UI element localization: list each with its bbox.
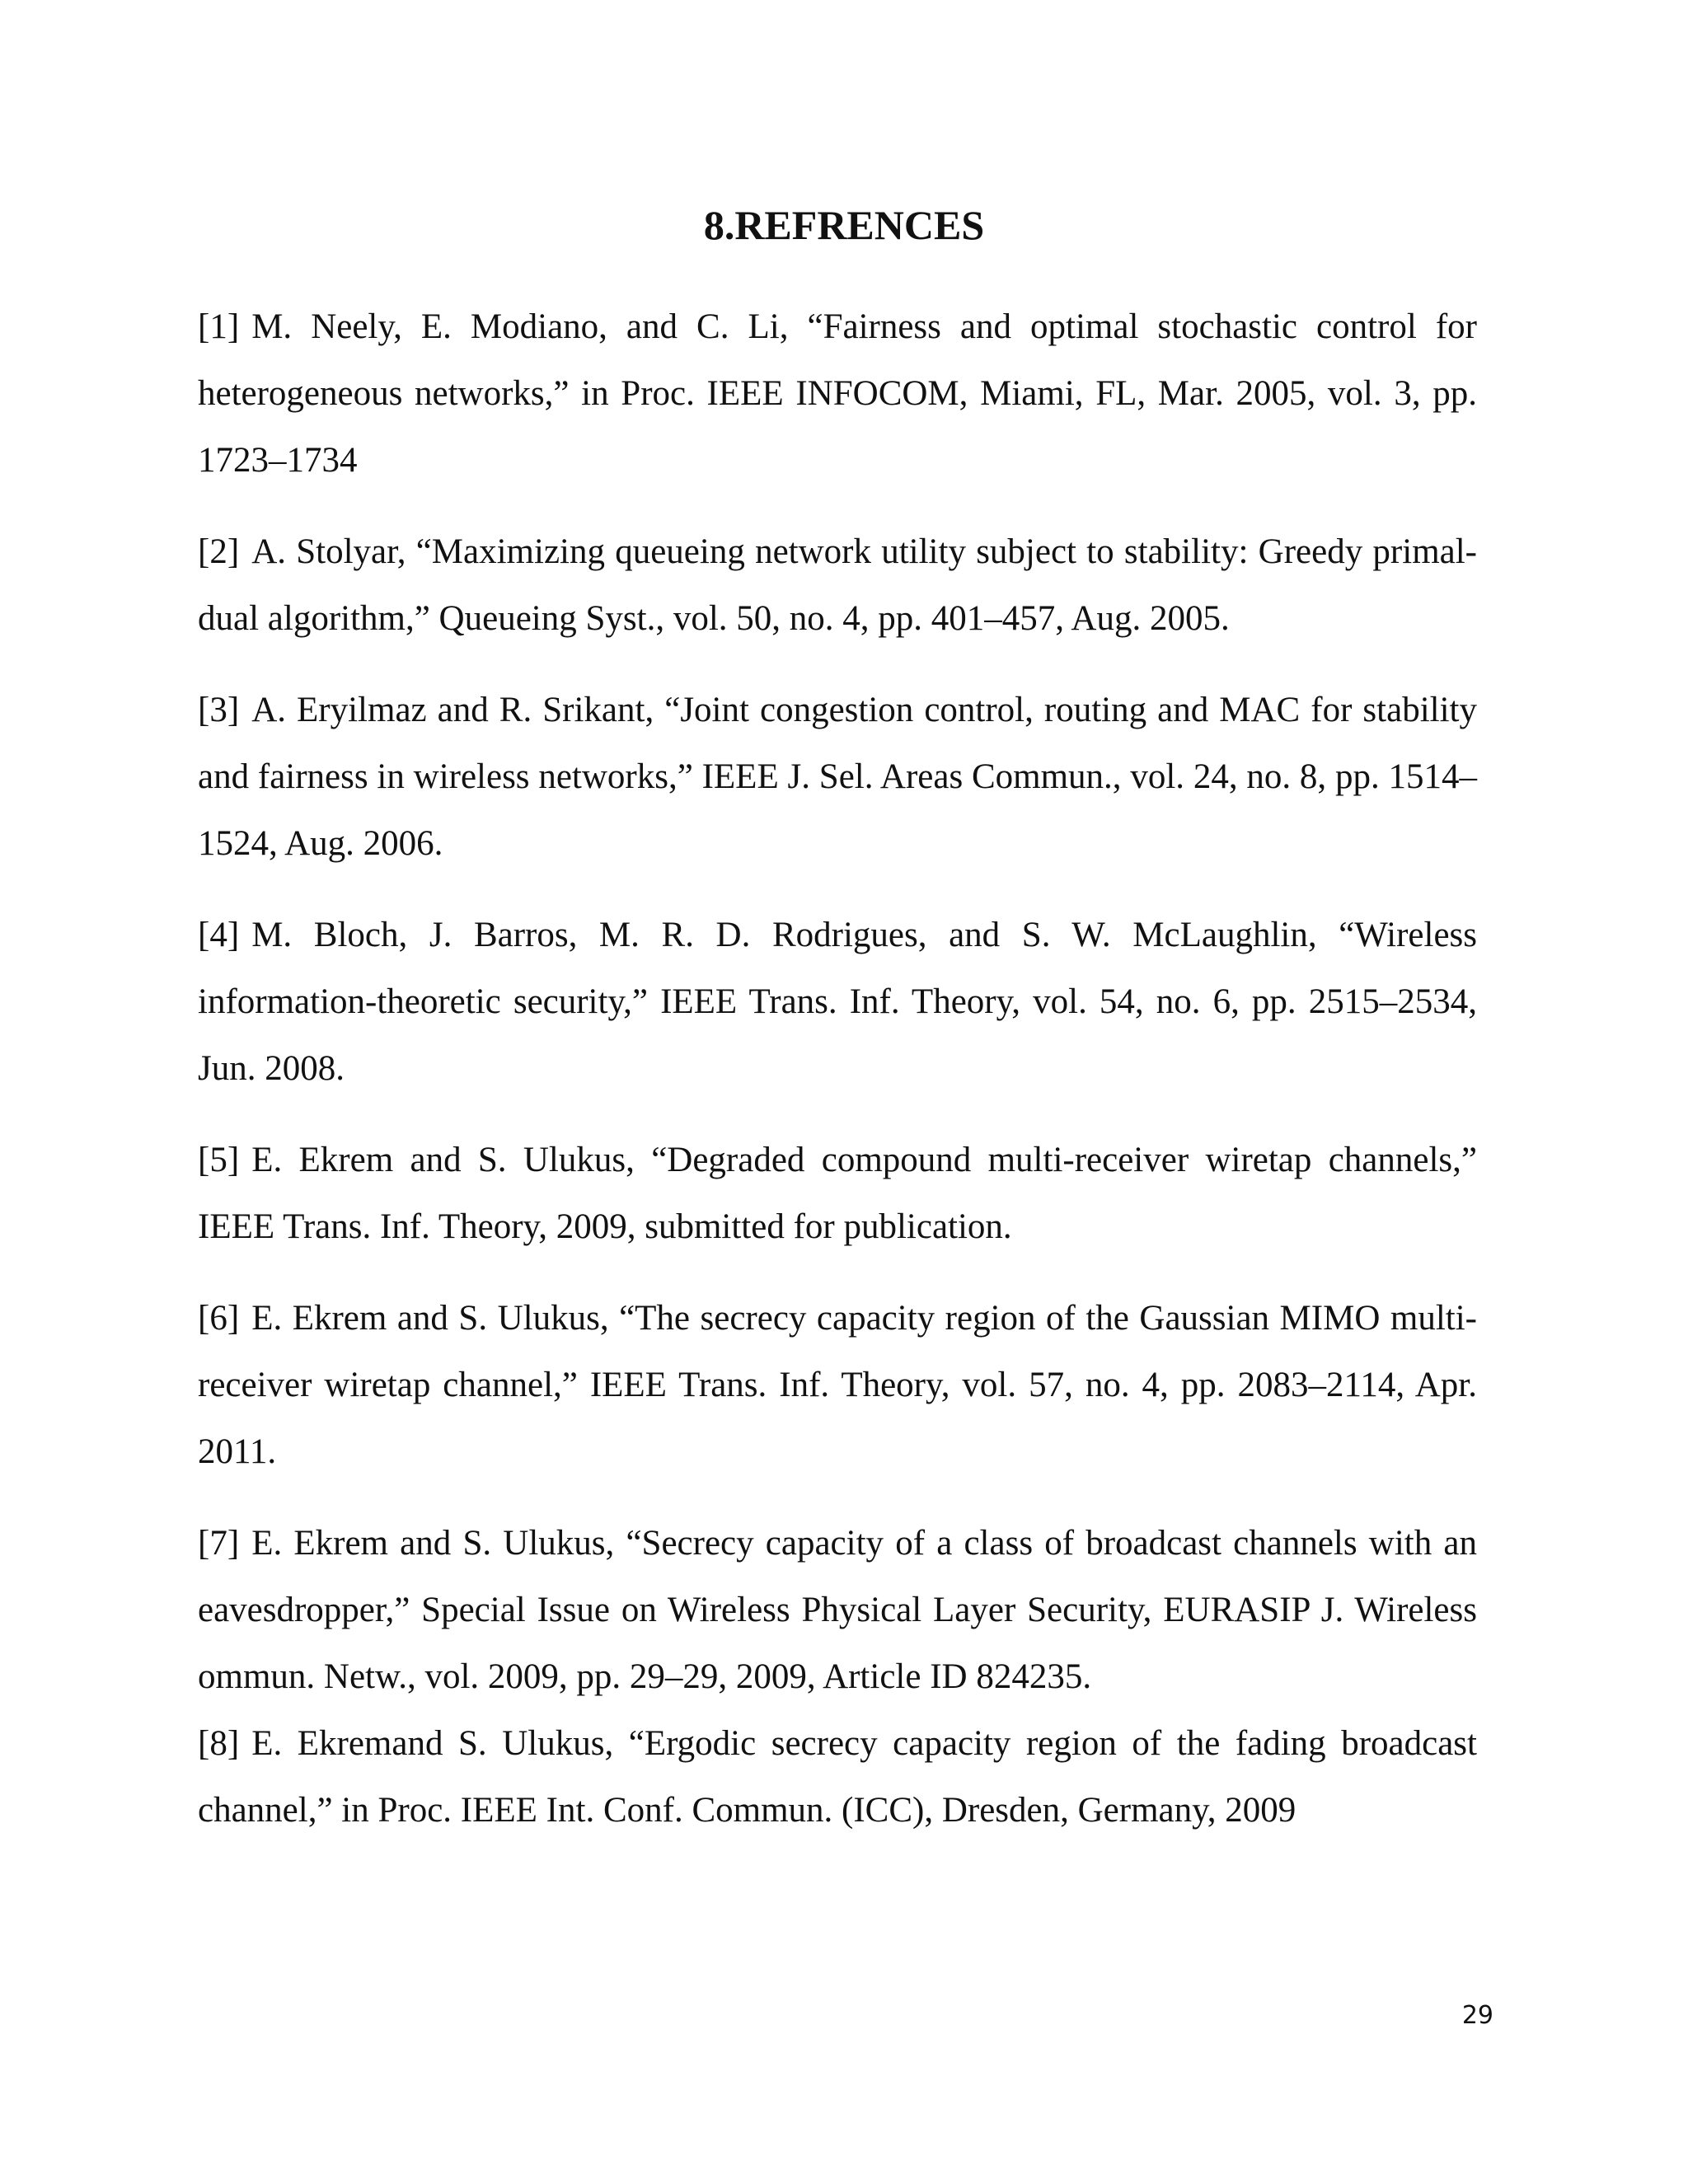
- reference-item-2: [198, 518, 1477, 652]
- page-title: 8.REFRENCES: [703, 202, 985, 248]
- reference-list: [198, 293, 1477, 1844]
- reference-text: M. Neely, E. Modiano, and C. Li, “Fairness and optimal stochastic control for heterogeneous networks,” in Proc. IEEE INFOCOM, Miami, FL, Mar. 2005, vol. 3, pp. 1723–1734: [198, 307, 1477, 480]
- reference-number: [6]: [198, 1299, 240, 1338]
- reference-number: [4]: [198, 916, 240, 954]
- reference-text: A. Eryilmaz and R. Srikant, “Joint congestion control, routing and MAC for stability and fairness in wireless networks,” IEEE J. Sel. Areas Commun., vol. 24, no. 8, pp. 1514–1524, Aug. 2006.: [198, 691, 1477, 863]
- reference-number: [2]: [198, 532, 240, 571]
- page-number: 29: [1461, 2001, 1493, 2030]
- reference-number: [7]: [198, 1524, 240, 1563]
- reference-number: [3]: [198, 691, 240, 729]
- reference-text: E. Ekrem and S. Ulukus, “The secrecy capacity region of the Gaussian MIMO multi-receiver wiretap channel,” IEEE Trans. Inf. Theory, vol. 57, no. 4, pp. 2083–2114, Apr. 2011.: [198, 1299, 1477, 1471]
- reference-item-7: [198, 1510, 1477, 1710]
- reference-number: [8]: [198, 1724, 240, 1763]
- reference-item-8: [198, 1710, 1477, 1844]
- reference-text: E. Ekrem and S. Ulukus, “Secrecy capacity of a class of broadcast channels with an eavesdropper,” Special Issue on Wireless Physical Layer Security, EURASIP J. Wireless ommun. Netw., vol. 2009, pp. 29–29, 2009, Article ID 824235.: [198, 1524, 1477, 1696]
- reference-item-6: [198, 1285, 1477, 1485]
- reference-item-1: [198, 293, 1477, 494]
- reference-number: [5]: [198, 1141, 240, 1179]
- reference-number: [1]: [198, 307, 240, 346]
- reference-item-3: [198, 677, 1477, 877]
- reference-item-5: [198, 1127, 1477, 1260]
- reference-text: A. Stolyar, “Maximizing queueing network utility subject to stability: Greedy primal-dual algorithm,” Queueing Syst., vol. 50, no. 4, pp. 401–457, Aug. 2005.: [198, 532, 1477, 638]
- reference-text: M. Bloch, J. Barros, M. R. D. Rodrigues, and S. W. McLaughlin, “Wireless information-theoretic security,” IEEE Trans. Inf. Theory, vol. 54, no. 6, pp. 2515–2534, Jun. 2008.: [198, 916, 1477, 1088]
- reference-item-4: [198, 902, 1477, 1102]
- reference-text: E. Ekrem and S. Ulukus, “Degraded compound multi-receiver wiretap channels,” IEEE Trans. Inf. Theory, 2009, submitted for publication.: [198, 1141, 1477, 1246]
- reference-text: E. Ekremand S. Ulukus, “Ergodic secrecy capacity region of the fading broadcast channel,” in Proc. IEEE Int. Conf. Commun. (ICC), Dresden, Germany, 2009: [198, 1724, 1477, 1830]
